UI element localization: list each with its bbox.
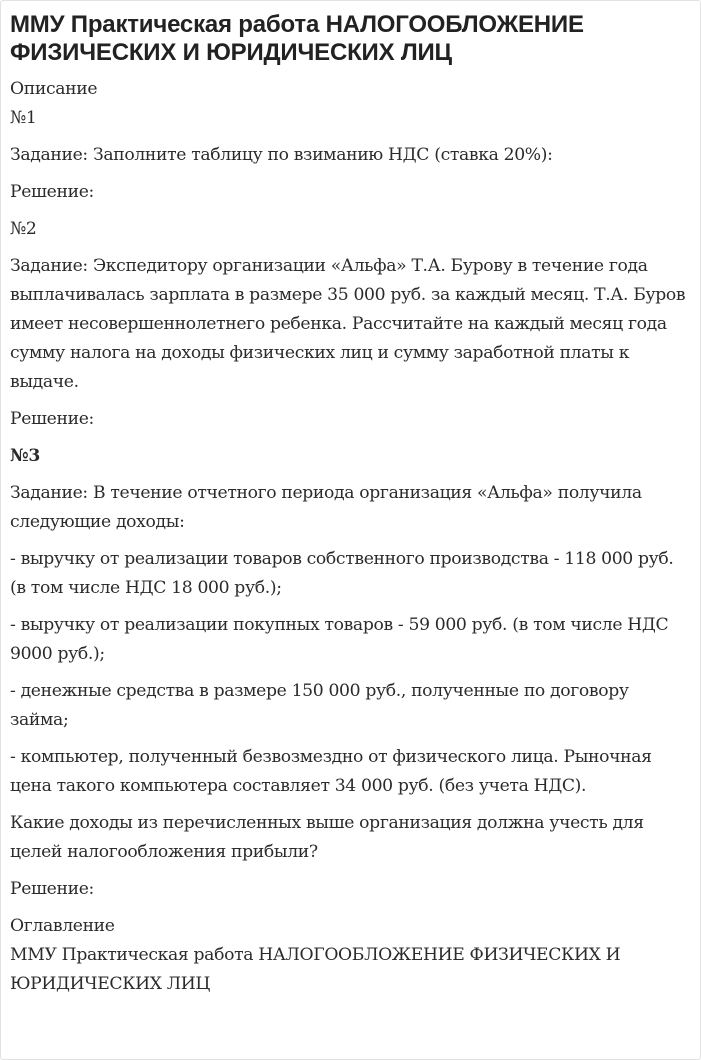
task2-solution: Решение:: [10, 409, 94, 429]
task1-number: №1: [10, 108, 37, 128]
toc-link[interactable]: ММУ Практическая работа НАЛОГООБЛОЖЕНИЕ ФИЗИЧЕСКИХ И ЮРИДИЧЕСКИХ ЛИЦ: [10, 945, 621, 994]
task3-item: - выручку от реализации товаров собственного производства - 118 000 руб. (в том числе НДС 18 000 руб.);: [10, 549, 674, 598]
task2-number: №2: [10, 219, 37, 239]
document-body: [10, 75, 691, 999]
task3-question: Какие доходы из перечисленных выше организация должна учесть для целей налогообложения прибыли?: [10, 813, 644, 862]
task2-text: Задание: Экспедитору организации «Альфа» Т.А. Бурову в течение года выплачивалась зарплата в размере 35 000 руб. за каждый месяц. Т.А. Буров имеет несовершеннолетнего ребенка. Рассчитайте на каждый месяц года сумму налога на доходы физических лиц и сумму заработной платы к выдаче.: [10, 256, 686, 392]
description-label: Описание: [10, 79, 98, 99]
task3-text: Задание: В течение отчетного периода организация «Альфа» получила следующие доходы:: [10, 483, 642, 532]
table-of-contents: [10, 912, 691, 999]
task3-item: - денежные средства в размере 150 000 руб., полученные по договору займа;: [10, 681, 629, 730]
task1-text: Задание: Заполните таблицу по взиманию НДС (ставка 20%):: [10, 145, 553, 165]
page-title: ММУ Практическая работа НАЛОГООБЛОЖЕНИЕ ФИЗИЧЕСКИХ И ЮРИДИЧЕСКИХ ЛИЦ: [10, 11, 584, 66]
task3-item: - выручку от реализации покупных товаров - 59 000 руб. (в том числе НДС 9000 руб.);: [10, 615, 669, 664]
task1-solution: Решение:: [10, 182, 94, 202]
task3-item: - компьютер, полученный безвозмездно от физического лица. Рыночная цена такого компьютера составляет 34 000 руб. (без учета НДС).: [10, 747, 652, 796]
task3-number: №3: [10, 446, 40, 466]
task3-solution: Решение:: [10, 879, 94, 899]
toc-label: Оглавление: [10, 916, 115, 936]
